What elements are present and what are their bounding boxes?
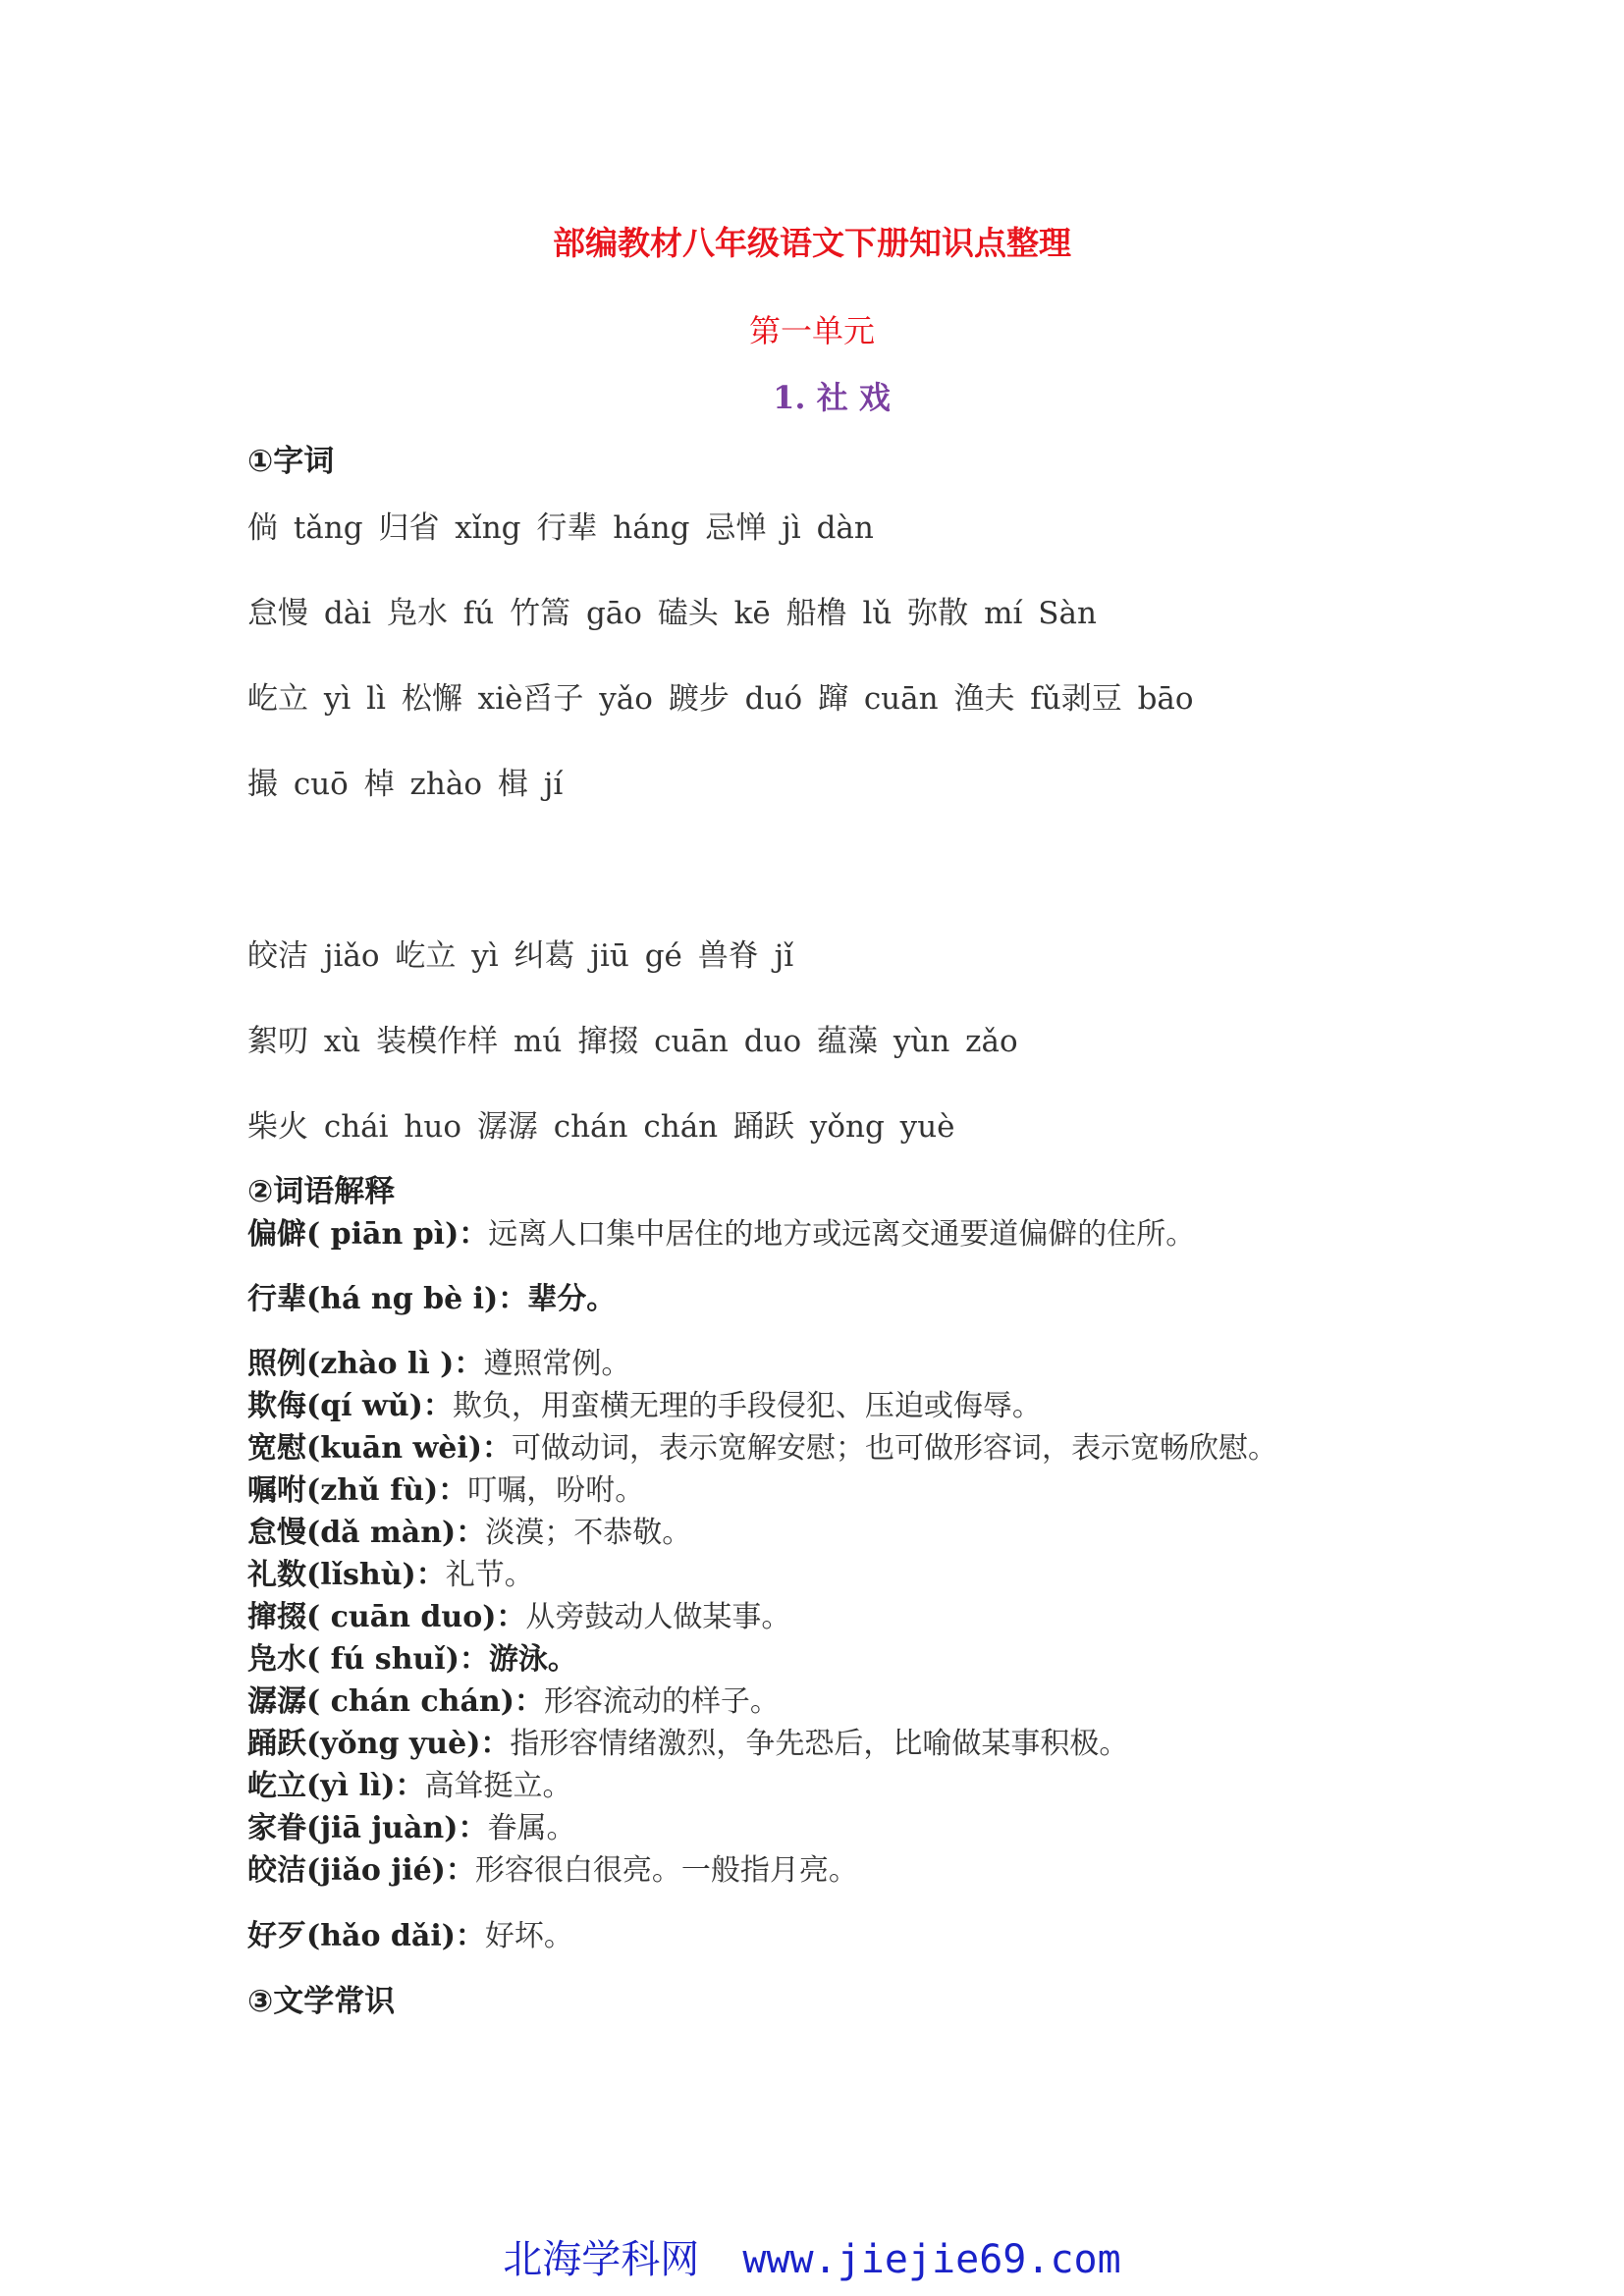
definition-meaning: 辈分。 [527,1282,617,1316]
definition-meaning: 形容流动的样子。 [543,1684,780,1719]
definition-item [247,1911,573,1954]
document-title: 部编教材八年级语文下册知识点整理 [553,224,1071,262]
definition-item [247,1209,1195,1253]
definition-term: 行辈(há ng bè i)： [247,1282,528,1316]
section-heading-definitions: ②词语解释 [247,1174,396,1209]
definition-meaning: 高耸挺立。 [424,1769,572,1803]
section-heading-vocab: ①字词 [247,444,335,479]
definition-meaning: 可做动词，表示宽解安慰；也可做形容词，表示宽畅欣慰。 [512,1431,1277,1466]
footer-watermark [0,2228,1624,2284]
definition-term: 皎洁(jiǎo jié)： [247,1853,475,1888]
definition-item [247,1423,1277,1467]
vocab-line: 倘 tǎng 归省 xǐng 行辈 háng 忌惮 jì dàn [247,510,874,546]
definition-term: 屹立(yì lì)： [247,1769,425,1803]
definition-item [247,1466,644,1509]
section-heading-literature: ③文学常识 [247,1984,396,2019]
definition-item [247,1803,575,1846]
definition-term: 宽慰(kuān wèi)： [247,1431,512,1466]
definition-item [247,1339,630,1382]
definition-term: 好歹(hǎo dǎi)： [247,1919,485,1953]
vocab-line: 皎洁 jiǎo 屹立 yì 纠葛 jiū gé 兽脊 jǐ [247,938,794,974]
definition-item [247,1508,691,1551]
definition-term: 踊跃(yǒng yuè)： [247,1727,511,1761]
definition-item [247,1592,790,1635]
definition-meaning: 眷属。 [487,1811,576,1845]
definition-item [247,1719,1128,1762]
definition-meaning: 形容很白很亮。一般指月亮。 [474,1853,858,1888]
definition-meaning: 礼节。 [445,1558,534,1592]
definition-meaning: 欺负，用蛮横无理的手段侵犯、压迫或侮辱。 [452,1389,1042,1423]
definition-item [247,1274,616,1317]
definition-item [247,1550,534,1593]
definition-term: 欺侮(qí wǔ)： [247,1389,453,1423]
definition-item [247,1845,858,1889]
definition-meaning: 远离人口集中居住的地方或远离交通要道偏僻的住所。 [488,1217,1196,1252]
definition-item [247,1634,577,1678]
definition-item [247,1761,571,1804]
definition-meaning: 叮嘱，吩咐。 [467,1473,645,1508]
definition-meaning: 遵照常例。 [483,1347,631,1381]
definition-meaning: 淡漠；不恭敬。 [485,1516,692,1550]
vocab-line: 撮 cuō 棹 zhào 楫 jí [247,767,564,802]
definition-item [247,1381,1042,1424]
definition-meaning: 好坏。 [484,1919,573,1953]
vocab-line: 怠慢 dài 凫水 fú 竹篙 gāo 磕头 kē 船橹 lǔ 弥散 mí Sàn [247,596,1097,631]
definition-term: 凫水( fú shuǐ)： [247,1642,489,1677]
definition-item [247,1677,780,1720]
vocab-line: 屹立 yì lì 松懈 xiè舀子 yǎo 踱步 duó 蹿 cuān 渔夫 fǔ剥豆 bāo [247,681,1194,717]
definition-term: 礼数(lǐshù)： [247,1558,446,1592]
definition-meaning: 游泳。 [488,1642,577,1677]
definition-meaning: 从旁鼓动人做某事。 [525,1600,791,1634]
definition-term: 偏僻( piān pì)： [247,1217,489,1252]
definition-term: 潺潺( chán chán)： [247,1684,544,1719]
footer-url[interactable]: www.jiejie69.com [742,2237,1121,2282]
unit-heading: 第一单元 [748,312,875,349]
definition-term: 家眷(jiā juàn)： [247,1811,488,1845]
vocab-line: 絮叨 xù 装模作样 mú 撺掇 cuān duo 蕴藻 yùn zǎo [247,1024,1018,1059]
definition-term: 撺掇( cuān duo)： [247,1600,526,1634]
lesson-heading: 1. 社 戏 [773,379,891,416]
definition-term: 怠慢(dǎ màn)： [247,1516,486,1550]
definition-term: 照例(zhào lì )： [247,1347,484,1381]
footer-site-name: 北海学科网 [503,2237,700,2282]
definition-term: 嘱咐(zhǔ fù)： [247,1473,468,1508]
vocab-line: 柴火 chái huo 潺潺 chán chán 踊跃 yǒng yuè [247,1109,955,1145]
definition-meaning: 指形容情绪激烈，争先恐后，比喻做某事积极。 [510,1727,1129,1761]
